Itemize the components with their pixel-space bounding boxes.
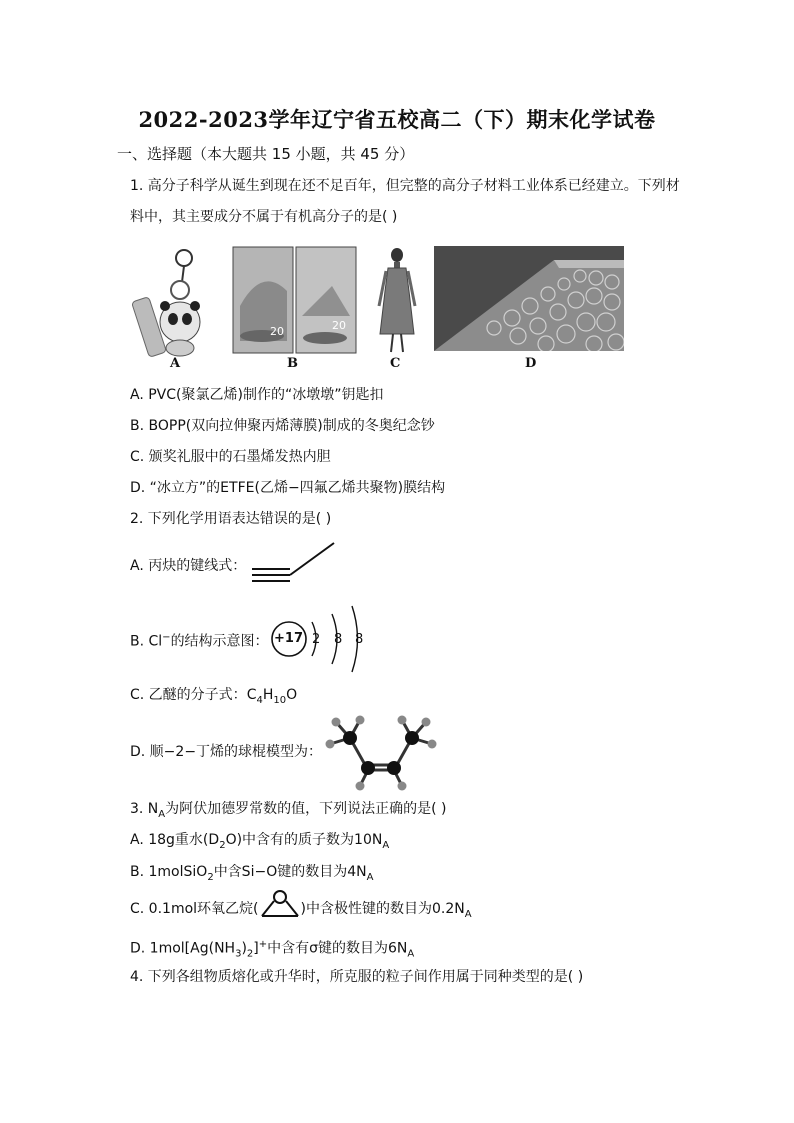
q3-option-a-sub1: 2 (219, 839, 226, 851)
shell-electrons-2: 8 (334, 632, 343, 647)
q1-option-b: B. BOPP(双向拉伸聚丙烯薄膜)制成的冬奥纪念钞 (130, 418, 435, 434)
q2-option-a: A. 丙炔的键线式： (130, 558, 247, 574)
q3-option-d-bracket: ] (253, 940, 259, 957)
q2-option-b-prefix: B. Cl (130, 633, 163, 650)
q3-option-c (130, 899, 472, 925)
q3-option-a-part1: A. 18g重水(D (130, 832, 220, 848)
q2-stem: 2. 下列化学用语表达错误的是( ) (130, 511, 332, 527)
water-cube-photo (434, 246, 624, 351)
q2-option-d: D. 顺−2−丁烯的球棍模型为： (130, 744, 323, 760)
banknote-number-1: 20 (270, 325, 284, 338)
chloride-ion-structure-diagram (270, 604, 370, 674)
q2-option-b (130, 628, 269, 652)
award-dress-photo (376, 246, 418, 356)
q3-option-d-part1: D. 1mol[Ag(NH (130, 940, 236, 957)
formula-c-count: 4 (256, 694, 263, 706)
q3-stem-prefix: 3. N (130, 801, 159, 817)
ethylene-oxide-structure (259, 899, 301, 919)
q3-option-a-sub2: A (382, 839, 390, 851)
formula-h-count: 10 (273, 694, 287, 706)
q3-option-d-sub2: 2 (246, 948, 254, 960)
q1-option-d: D. “冰立方”的ETFE(乙烯−四氟乙烯共聚物)膜结构 (130, 480, 446, 496)
figure-label-c: C (390, 356, 401, 371)
q3-option-b-part1: B. 1molSiO (130, 864, 208, 880)
shell-electrons-1: 2 (312, 632, 321, 647)
q3-option-d (130, 935, 414, 964)
q1-stem-line2: 料中，其主要成分不属于有机高分子的是( ) (130, 209, 398, 225)
figure-label-d: D (525, 356, 537, 371)
q3-option-b-sub1: 2 (207, 871, 214, 883)
q3-stem (130, 799, 447, 825)
formula-h: H (262, 687, 274, 703)
figure-label-a: A (170, 356, 181, 371)
q1-stem-line1: 1. 高分子科学从诞生到现在还不足百年，但完整的高分子材料工业体系已经建立。下列材 (130, 178, 680, 194)
q2-option-b-suffix: 的结构示意图： (170, 633, 269, 650)
cis-2-butene-ball-stick-model (322, 712, 437, 796)
section-heading: 一、选择题（本大题共 15 小题，共 45 分） (117, 145, 415, 163)
banknote-number-2: 20 (332, 319, 346, 332)
q3-option-b-part2: 中含Si−O键的数目为4N (213, 864, 367, 880)
q3-stem-sub: A (158, 808, 166, 820)
q3-option-d-part3: 中含有σ键的数目为6N (267, 940, 408, 957)
formula-o: O (286, 687, 298, 703)
figure-label-b: B (287, 356, 298, 371)
q2-option-c (130, 685, 297, 711)
q3-option-b-sub2: A (366, 871, 374, 883)
q3-option-a-part2: O)中含有的质子数为10N (225, 832, 383, 848)
q3-option-d-part2: ) (241, 940, 247, 957)
nucleus-charge: +17 (274, 631, 303, 646)
banknote-photo (232, 246, 357, 356)
q1-figure-row (132, 240, 632, 375)
chloride-charge: − (162, 632, 171, 643)
formula-c: C (246, 687, 257, 703)
q3-option-d-sub3: A (407, 948, 415, 960)
q3-option-c-sub: A (464, 908, 472, 920)
exam-title: 2022-2023学年辽宁省五校高二（下）期末化学试卷 (138, 107, 656, 132)
shell-electrons-3: 8 (355, 632, 364, 647)
q1-option-c: C. 颁奖礼服中的石墨烯发热内胆 (130, 449, 331, 465)
q3-option-c-part1: C. 0.1mol环氧乙烷( (130, 901, 259, 917)
propyne-skeletal-formula (250, 540, 340, 590)
keychain-photo (132, 240, 212, 362)
q3-option-d-sub1: 3 (235, 948, 242, 960)
q3-stem-rest: 为阿伏加德罗常数的值，下列说法正确的是( ) (165, 801, 447, 817)
q1-option-a: A. PVC(聚氯乙烯)制作的“冰墩墩”钥匙扣 (130, 387, 384, 403)
q4-stem: 4. 下列各组物质熔化或升华时，所克服的粒子间作用属于同种类型的是( ) (130, 969, 584, 985)
q3-option-a (130, 830, 389, 856)
q3-option-d-charge: + (258, 939, 268, 950)
q2-option-c-prefix: C. 乙醚的分子式： (130, 687, 247, 703)
q3-option-b (130, 862, 373, 888)
ether-formula (246, 687, 298, 706)
q3-option-c-part2: )中含极性键的数目为0.2N (300, 901, 465, 917)
